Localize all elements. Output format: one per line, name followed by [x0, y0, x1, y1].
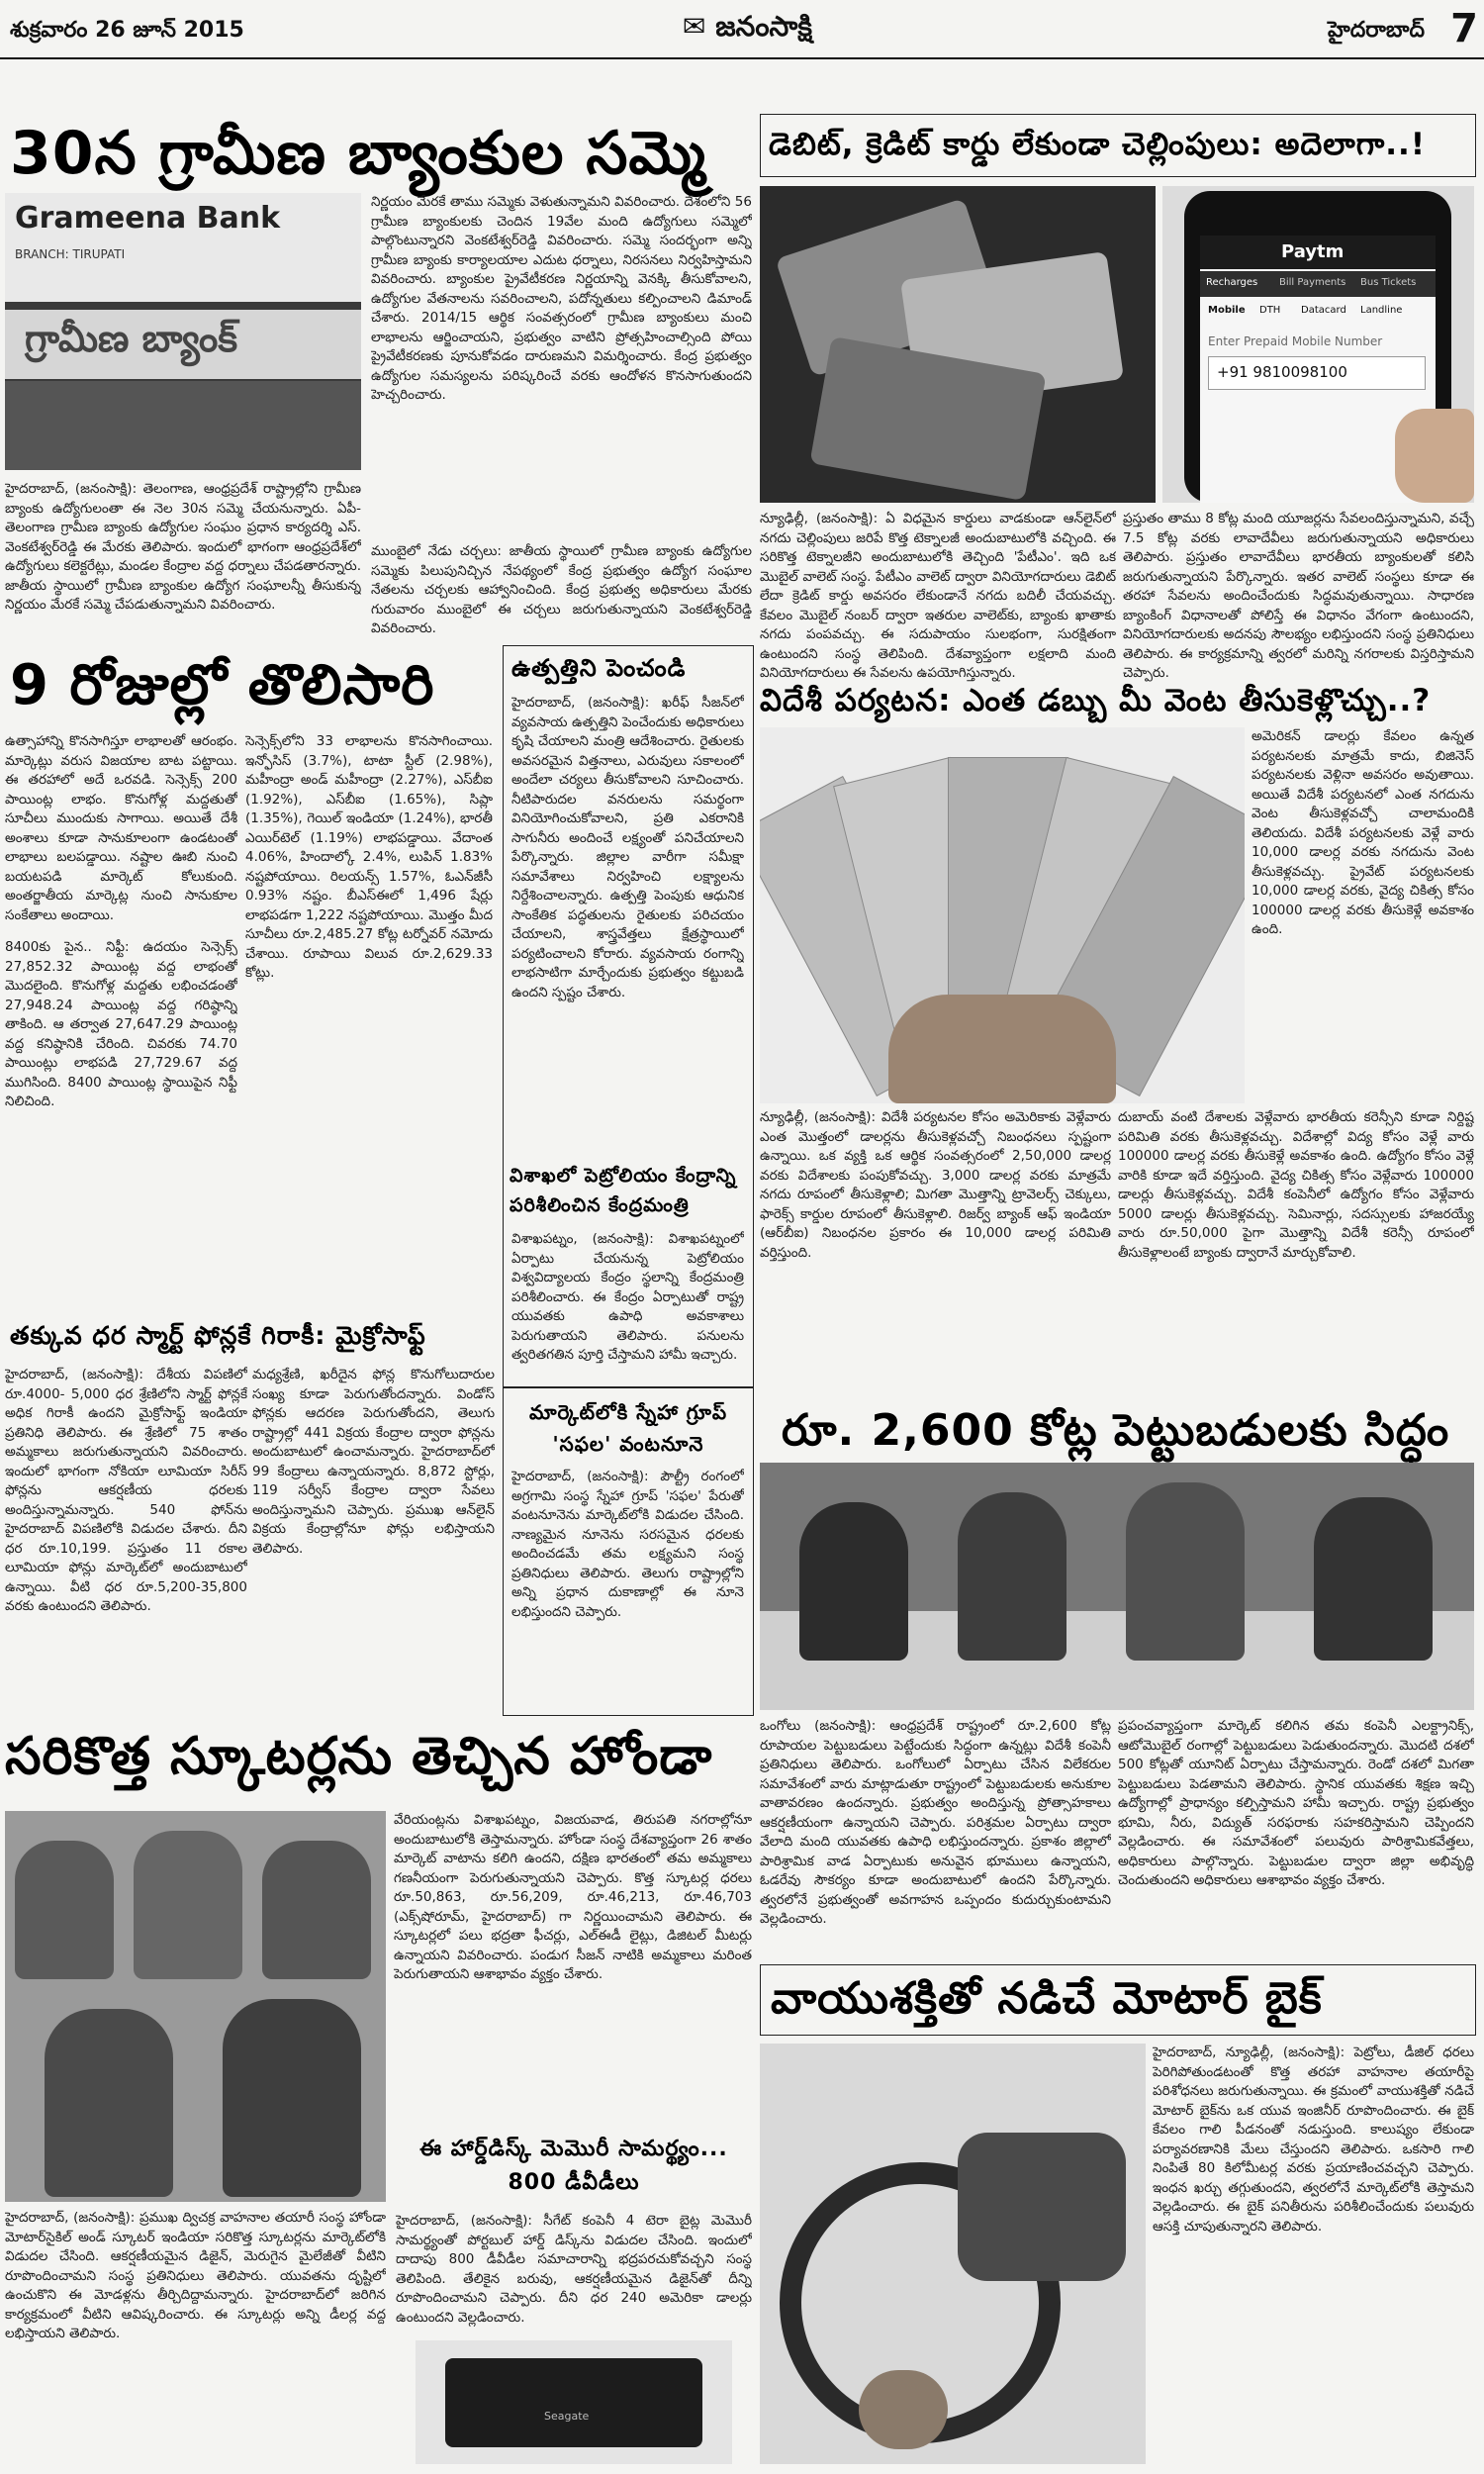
phone-prompt: Enter Prepaid Mobile Number [1208, 334, 1383, 348]
a11-paragraph-1: హైదరాబాద్, న్యూఢిల్లీ, (జనంసాక్షి): పెట్రోలు, డీజిల్ ధరలు పెరిగిపోతుండటంతో కొత్త తరహా వాహనాల తయారీపై పరిశోధనలు జరుగుతున్నాయి. ఈ క్రమంలో వాయుశక్తితో నడిచే మోటార్ బైక్‌ను ఒక యువ ఇంజినీర్ రూపొందించారు. ఈ బైక్ కేవలం గాలి పీడనంతో నడుస్తుంది. కాలుష్యం లేకుండా పర్యావరణానికి మేలు చేస్తుందని తెలిపారు. ఒకసారి గాలి నింపితే 80 కిలోమీటర్ల వరకు ప్రయాణించవచ్చని చెప్పారు. ఇంధన ఖర్చు తగ్గుతుందని, త్వరలోనే మార్కెట్‌లోకి తెస్తామని వెల్లడించారు. ఈ బైక్ పనితీరును పరిశీలించేందుకు పలువురు ఆసక్తి చూపుతున్నారని తెలిపారు. [1153, 2045, 1474, 2235]
a1-sign-branch: BRANCH: TIRUPATI [15, 247, 126, 261]
phone-option-1[interactable]: Mobile [1208, 305, 1246, 316]
a5-headline: మార్కెట్‌లోకి స్నేహా గ్రూప్ 'సఫల' వంటనూనె [528, 1400, 728, 1456]
a2-cards-photo [760, 186, 1156, 503]
a4-box [503, 645, 754, 1716]
a3-paragraph-1: ఉత్సాహాన్ని కొనసాగిస్తూ లాభాలతో ఆరంభం. మార్కెట్లు వరుస విజయాల బాట పట్టాయి. ఈ తరహాలో అదే ఒరవడి. సెన్సెక్స్ 200 పాయింట్ల లాభం. కొనుగోళ్ల మద్దతుతో సూచీలు ముందుకు సాగాయి. అయితే దేశీ అంశాలు కూడా సానుకూలంగా ఉండటంతో లాభాలు బలపడ్డాయి. నష్టాల ఊబి నుంచి బయటపడి మార్కెట్ కోలుకుంది. అంతర్జాతీయ మార్కెట్ల నుంచి సానుకూల సంకేతాలు అందాయి. [5, 733, 237, 923]
a1-sign-text: Grameena Bank [15, 201, 281, 236]
a1-paragraph-3: ముంబైలో నేడు చర్చలు: జాతీయ స్థాయిలో గ్రామీణ బ్యాంకు ఉద్యోగుల సమ్మెకు పిలుపునిచ్చిన నేపథ్యంలో కేంద్ర ప్రభుత్వం ఉద్యోగ సంఘాల నేతలను చర్చలకు ఆహ్వానించింది. కేంద్ర ప్రభుత్వ అధికారులు మేరకు గురువారం ముంబైలో ఈ చర్చలు జరుగుతున్నాయని వెంకటేశ్వర్‌రెడ్డి వివరించారు. [371, 543, 752, 636]
a8-paragraph-2: ప్రపంచవ్యాప్తంగా మార్కెట్ కలిగిన తమ కంపెనీ ఎలక్ట్రానిక్స్, ఆటోమొబైల్ రంగాల్లో పెట్టుబడులు పెడుతుందన్నారు. మొదటి దశలో 500 కోట్లతో యూనిట్ ఏర్పాటు చేస్తామన్నారు. రెండో దశలో మిగతా పెట్టుబడులు పెడతామని తెలిపారు. స్థానిక యువతకు శిక్షణ ఇచ్చి ఉద్యోగాల్లో ప్రాధాన్యం కల్పిస్తామని హామీ ఇచ్చారు. రాష్ట్ర ప్రభుత్వం భూమి, నీరు, విద్యుత్ సరఫరాకు సహకరిస్తామని చెప్పిందని వెల్లడించారు. ఈ సమావేశంలో పలువురు పారిశ్రామికవేత్తలు, అధికారులు పాల్గొన్నారు. పెట్టుబడుల ద్వారా జిల్లా అభివృద్ధి చెందుతుందని అధికారులు ఆశాభావం వ్యక్తం చేశారు. [1118, 1718, 1474, 1888]
phone-option-3[interactable]: Datacard [1301, 305, 1346, 316]
a7-paragraph-1: హైదరాబాద్, (జనంసాక్షి): దేశీయ విపణిలో రూ.4000- 5,000 ధర శ్రేణిలోని స్మార్ట్ ఫోన్లకే అధిక గిరాకీ ఉందని మైక్రోసాఫ్ట్ ఇండియా ప్రతినిధి తెలిపారు. ఈ శ్రేణిలో 75 శాతం అమ్మకాలు జరుగుతున్నాయని వివరించారు. ఇందులో భాగంగా నోకియా లూమియా సిరీస్ ఫోన్లను ఆకర్షణీయ ధరలకు అందిస్తున్నామన్నారు. 540 ఫోన్‌ను హైదరాబాద్ విపణిలోకి విడుదల చేశారు. దీని ధర రూ.10,199. ప్రస్తుతం 11 రకాల లూమియా ఫోన్లు మార్కెట్‌లో అందుబాటులో ఉన్నాయి. వీటి ధర రూ.5,200-35,800 వరకు ఉంటుందని తెలిపారు. [5, 1367, 247, 1614]
a9-headline: సరికొత్త స్కూటర్లను తెచ్చిన హోండా [5, 1727, 713, 1786]
a1-sign-telugu: గ్రామీణ బ్యాంక్ [25, 317, 238, 360]
harddisk-brand: Seagate [544, 2410, 590, 2423]
a9-scooters-photo [5, 1811, 386, 2202]
a8-headline: రూ. 2,600 కోట్ల పెట్టుబడులకు సిద్ధం [782, 1405, 1450, 1456]
a4-subheadline: విశాఖలో పెట్రోలియం కేంద్రాన్ని పరిశీలించిన కేంద్రమంత్రి [510, 1165, 737, 1216]
issue-date: శుక్రవారం 26 జూన్ 2015 [10, 18, 244, 43]
phone-option-4[interactable]: Landline [1360, 305, 1403, 316]
phone-brand: Paytm [1281, 241, 1345, 262]
a2-paragraph-1: న్యూఢిల్లీ, (జనంసాక్షి): ఏ విధమైన కార్డులు వాడకుండా ఆన్‌లైన్‌లో నగదు చెల్లింపులు జరిపే కొత్త టెక్నాలజీ అందుబాటులోకి వచ్చింది. ఈ సరికొత్త టెక్నాలజీని అందుబాటులోకి తెచ్చింది 'పేటీఎం'. ఇది ఒక మొబైల్ వాలెట్ సంస్థ. పేటీఎం వాలెట్ ద్వారా వినియోగదారులు డెబిట్ లేదా క్రెడిట్ కార్డు అవసరం లేకుండానే నగదు బదిలీ చేయవచ్చు. కేవలం మొబైల్ నంబర్ ద్వారా ఇతరుల వాలెట్‌కు, బ్యాంకు ఖాతాకు నగదు పంపవచ్చు. ఈ సదుపాయం సులభంగా, సురక్షితంగా ఉంటుందని సంస్థ తెలిపింది. దేశవ్యాప్తంగా లక్షలాది మంది వినియోగదారులు ఈ సేవలను ఉపయోగిస్తున్నారు. [760, 511, 1116, 681]
a8-press-photo [760, 1463, 1474, 1710]
a4-headline: ఉత్పత్తిని పెంచండి [511, 654, 687, 682]
a1-paragraph-1: హైదరాబాద్, (జనంసాక్షి): తెలంగాణ, ఆంధ్రప్రదేశ్ రాష్ట్రాల్లోని గ్రామీణ బ్యాంకు ఉద్యోగులంతా ఈ నెల 30న సమ్మె చేయనున్నారు. ఏపీ-తెలంగాణ గ్రామీణ బ్యాంకు ఉద్యోగుల సంఘం ప్రధాన కార్యదర్శి ఎస్. వెంకటేశ్వర్‌రెడ్డి ఈ మేరకు తెలిపారు. ఇందులో భాగంగా ఆంధ్రప్రదేశ్‌లో ఉద్యోగులు కలెక్టరేట్లు, మండల కేంద్రాల వద్ద ధర్నాలు చేపడతారన్నారు. జాతీయ స్థాయిలో గ్రామీణ బ్యాంకుల ఉద్యోగ సంఘాలన్నీ తీసుకున్న నిర్ణయం మేరకే సమ్మె చేపడుతున్నామని వివరించారు. [5, 481, 361, 613]
phone-tab-2[interactable]: Bill Payments [1279, 277, 1346, 288]
a11-bike-photo [760, 2044, 1146, 2464]
a10-headline: ఈ హార్డ్‌డిస్క్ మెమొరీ సామర్థ్యం... 800 డీవీడీలు [419, 2137, 728, 2195]
masthead-icon: ✉ [683, 10, 706, 43]
a7-headline: తక్కువ ధర స్మార్ట్ ఫోన్లకే గిరాకీ: మైక్రోసాఫ్ట్ [10, 1321, 426, 1350]
a6-paragraph-3: దుబాయ్ వంటి దేశాలకు వెళ్లేవారు భారతీయ కరెన్సీని కూడా నిర్దిష్ట పరిమితి వరకు తీసుకెళ్లవచ్చు. విదేశాల్లో విద్య కోసం వెళ్లే వారు 100000 డాలర్ల వరకు తీసుకెళ్లే అవకాశం ఉంది. ఉద్యోగం కోసం వెళ్లే వారికి కూడా ఇదే వర్తిస్తుంది. వైద్య చికిత్స కోసం వెళ్లేవారు 100000 డాలర్లు తీసుకెళ్లవచ్చు. విదేశీ కంపెనీలో ఉద్యోగం కోసం వెళ్లేవారు 5000 డాలర్లు తీసుకెళ్లవచ్చు. సెమినార్లు, సదస్సులకు హాజరయ్యే వారు రూ.50,000 పైగా మొత్తాన్ని విదేశీ కరెన్సీ రూపంలో తీసుకెళ్లాలంటే బ్యాంకు ద్వారానే మార్చుకోవాలి. [1118, 1109, 1474, 1261]
phone-tab-1[interactable]: Recharges [1206, 277, 1258, 288]
a5-paragraph-1: హైదరాబాద్, (జనంసాక్షి): పౌల్ట్రీ రంగంలో అగ్రగామి సంస్థ స్నేహా గ్రూప్ 'సఫల' పేరుతో వంటనూనెను మార్కెట్‌లోకి విడుదల చేసింది. నాణ్యమైన నూనెను సరసమైన ధరలకు అందించడమే తమ లక్ష్యమని సంస్థ ప్రతినిధులు తెలిపారు. తెలుగు రాష్ట్రాల్లోని అన్ని ప్రధాన దుకాణాల్లో ఈ నూనె లభిస్తుందని చెప్పారు. [511, 1469, 744, 1620]
masthead: ✉ జనంసాక్షి [683, 10, 813, 43]
a3-headline: 9 రోజుల్లో తొలిసారి [10, 653, 435, 717]
a9-paragraph-1: హైదరాబాద్, (జనంసాక్షి): ప్రముఖ ద్విచక్ర వాహనాల తయారీ సంస్థ హోండా మోటార్‌సైకిల్ అండ్ స్కూటర్ ఇండియా సరికొత్త స్కూటర్లను మార్కెట్‌లోకి విడుదల చేసింది. ఆకర్షణీయమైన డిజైన్, మెరుగైన మైలేజీతో వీటిని రూపొందించామని సంస్థ ప్రతినిధులు తెలిపారు. యువతను దృష్టిలో ఉంచుకొని ఈ మోడళ్లను తీర్చిదిద్దామన్నారు. హైదరాబాద్‌లో జరిగిన కార్యక్రమంలో వీటిని ఆవిష్కరించారు. ఈ స్కూటర్లు అన్ని డీలర్ల వద్ద లభిస్తాయని తెలిపారు. [5, 2210, 386, 2341]
a10-harddisk-photo [416, 2340, 732, 2464]
edition-city: హైదరాబాద్ [1328, 18, 1425, 43]
a6-headline: విదేశీ పర్యటన: ఎంత డబ్బు మీ వెంట తీసుకెళ్లొచ్చు..? [760, 683, 1432, 718]
page-number: 7 [1450, 6, 1478, 51]
a1-headline: 30న గ్రామీణ బ్యాంకుల సమ్మె [10, 119, 706, 188]
a2-title-box [760, 114, 1476, 177]
phone-option-2[interactable]: DTH [1259, 305, 1281, 316]
a6-paragraph-1: అమెరికన్ డాలర్లు కేవలం ఉన్నత పర్యటనలకు మాత్రమే కాదు, బిజినెస్ పర్యటనలకు వెళ్లినా అవసరం అవుతాయి. అయితే విదేశీ పర్యటనలో ఎంత నగదును వెంట తీసుకెళ్లవచ్చో చాలామందికి తెలియదు. విదేశీ పర్యటనలకు వెళ్లే వారు 10,000 డాలర్ల వరకు నగదును వెంట తీసుకెళ్లవచ్చు. ప్రైవేట్ పర్యటనలకు 10,000 డాలర్ల వరకు, వైద్య చికిత్స కోసం 100000 డాలర్ల వరకు తీసుకెళ్లే అవకాశం ఉంది. [1252, 728, 1474, 937]
a8-paragraph-1: ఒంగోలు (జనంసాక్షి): ఆంధ్రప్రదేశ్ రాష్ట్రంలో రూ.2,600 కోట్ల రూపాయల పెట్టుబడులు పెట్టేందుకు సిద్ధంగా ఉన్నట్లు విదేశీ కంపెనీ ప్రతినిధులు తెలిపారు. ఒంగోలులో ఏర్పాటు చేసిన విలేకరుల సమావేశంలో వారు మాట్లాడుతూ రాష్ట్రంలో పెట్టుబడులకు అనుకూల వాతావరణం ఉందన్నారు. ప్రభుత్వం అందిస్తున్న ప్రోత్సాహకాలు ఆకర్షణీయంగా ఉన్నాయని చెప్పారు. పరిశ్రమల ఏర్పాటు ద్వారా వేలాది మంది యువతకు ఉపాధి లభిస్తుందన్నారు. ప్రకాశం జిల్లాలో పారిశ్రామిక వాడ ఏర్పాటుకు అనువైన భూములు ఉన్నాయని, ఓడరేవు సౌకర్యం కూడా అందుబాటులో ఉందని పేర్కొన్నారు. త్వరలోనే ప్రభుత్వంతో అవగాహన ఒప్పందం కుదుర్చుకుంటామని వెల్లడించారు. [760, 1718, 1111, 1927]
a3-paragraph-2: 8400కు పైన.. నిఫ్టీ: ఉదయం సెన్సెక్స్ 27,852.32 పాయింట్ల వద్ద లాభంతో మొదలైంది. కొనుగోళ్ల మద్దతు లభించడంతో 27,948.24 పాయింట్ల వద్ద గరిష్ఠాన్ని తాకింది. ఆ తర్వాత 27,647.29 పాయింట్ల వద్ద కనిష్ఠానికి చేరింది. చివరకు 74.70 పాయింట్లు లాభపడి 27,729.67 వద్ద ముగిసింది. 8400 పాయింట్ల స్థాయిపైన నిఫ్టీ నిలిచింది. [5, 939, 237, 1109]
a2-phone-photo [1162, 186, 1474, 503]
a9-paragraph-2: వేరియంట్లను విశాఖపట్నం, విజయవాడ, తిరుపతి నగరాల్లోనూ అందుబాటులోకి తెస్తామన్నారు. హోండా సంస్థ దేశవ్యాప్తంగా 26 శాతం మార్కెట్ వాటాను కలిగి ఉందని, దక్షిణ భారతంలో తమ అమ్మకాలు గణనీయంగా పెరుగుతున్నాయని చెప్పారు. కొత్త స్కూటర్ల ధరలు రూ.50,863, రూ.56,209, రూ.46,213, రూ.46,703 (ఎక్స్‌షోరూమ్, హైదరాబాద్) గా నిర్ణయించామని తెలిపారు. ఈ స్కూటర్లలో పలు భద్రతా ఫీచర్లు, ఎల్ఈడీ లైట్లు, డిజిటల్ మీటర్లు ఉన్నాయని వివరించారు. పండుగ సీజన్ నాటికి అమ్మకాలు మరింత పెరుగుతాయని ఆశాభావం వ్యక్తం చేశారు. [394, 1812, 752, 1982]
a1-paragraph-2: నిర్ణయం మేరకే తాము సమ్మెకు వెళుతున్నామని వివరించారు. దేశంలోని 56 గ్రామీణ బ్యాంకులకు చెందిన 19వేల మంది ఉద్యోగులు సమ్మెలో పాల్గొంటున్నారని వెంకటేశ్వర్‌రెడ్డి వివరించారు. సమ్మె సందర్భంగా అన్ని గ్రామీణ బ్యాంకు కార్యాలయాల ఎదుట ధర్నాలు, నిరసనలు నిర్వహిస్తామని వివరించారు. బ్యాంకుల ప్రైవేటీకరణ నిర్ణయాన్ని వెనక్కి తీసుకోవాలని, ఉద్యోగుల వేతనాలను సవరించాలని, పదోన్నతులు కల్పించాలని డిమాండ్ చేశారు. 2014/15 ఆర్థిక సంవత్సరంలో గ్రామీణ బ్యాంకులు మంచి లాభాలను ఆర్జించాయని, ప్రభుత్వం వాటిని ప్రోత్సహించాల్సింది పోయి ప్రైవేటీకరణకు పూనుకోవడం దారుణమని విమర్శించారు. కేంద్ర ప్రభుత్వం ఉద్యోగుల సమస్యలను పరిష్కరించే వరకు ఆందోళన కొనసాగుతుందని హెచ్చరించారు. [371, 194, 752, 403]
a11-title-box [760, 1964, 1476, 2036]
a6-paragraph-2: న్యూఢిల్లీ, (జనంసాక్షి): విదేశీ పర్యటనల కోసం అమెరికాకు వెళ్లేవారు ఎంత మొత్తంలో డాలర్లను తీసుకెళ్లవచ్చో నిబంధనలు స్పష్టంగా ఉన్నాయి. ఒక వ్యక్తి ఒక ఆర్థిక సంవత్సరంలో 2,50,000 డాలర్ల వరకు విదేశాలకు పంపుకోవచ్చు. 3,000 డాలర్ల వరకు మాత్రమే నగదు రూపంలో తీసుకెళ్లాలి; మిగతా మొత్తాన్ని ట్రావెలర్స్ చెక్కులు, ఫారెక్స్ కార్డుల రూపంలో తీసుకెళ్లాలి. రిజర్వ్ బ్యాంక్ ఆఫ్ ఇండియా (ఆర్‌బీఐ) నిబంధనల ప్రకారం ఈ 10,000 డాలర్ల పరిమితి వర్తిస్తుంది. [760, 1109, 1111, 1261]
a6-money-photo [760, 727, 1245, 1103]
phone-tab-3[interactable]: Bus Tickets [1360, 277, 1417, 288]
a4-paragraph-1: హైదరాబాద్, (జనంసాక్షి): ఖరీఫ్ సీజన్‌లో వ్యవసాయ ఉత్పత్తిని పెంచేందుకు అధికారులు కృషి చేయాలని మంత్రి ఆదేశించారు. రైతులకు అవసరమైన విత్తనాలు, ఎరువులు సకాలంలో అందేలా చర్యలు తీసుకోవాలని సూచించారు. నీటిపారుదల వనరులను సమర్థంగా వినియోగించుకోవాలని, ప్రతి ఎకరానికి సాగునీరు అందించే లక్ష్యంతో పనిచేయాలని పేర్కొన్నారు. జిల్లాల వారీగా సమీక్షా సమావేశాలు నిర్వహించి లక్ష్యాలను నిర్దేశించాలన్నారు. ఉత్పత్తి పెంపుకు ఆధునిక సాంకేతిక పద్ధతులను రైతులకు పరిచయం చేయాలని, శాస్త్రవేత్తలు క్షేత్రస్థాయిలో పర్యటించాలని కోరారు. వ్యవసాయ రంగాన్ని లాభసాటిగా మార్చేందుకు ప్రభుత్వం కట్టుబడి ఉందని స్పష్టం చేశారు. [511, 695, 744, 1000]
a7-paragraph-2: మధ్యశ్రేణి, ఖరీదైన ఫోన్ల కొనుగోలుదారుల సంఖ్య కూడా పెరుగుతోందన్నారు. విండోస్ ఫోన్లకు ఆదరణ పెరుగుతోందని, తెలుగు రాష్ట్రాల్లో 441 విక్రయ కేంద్రాల ద్వారా ఫోన్లను అందుబాటులో ఉంచామన్నారు. హైదరాబాద్‌లో 99 కేంద్రాలు ఉన్నాయన్నారు. 8,872 స్టోర్లు, 119 సర్వీస్ కేంద్రాల ద్వారా సేవలు అందిస్తున్నామని చెప్పారు. ప్రముఖ ఆన్‌లైన్ విక్రయ కేంద్రాల్లోనూ ఫోన్లు లభిస్తాయని తెలిపారు. [252, 1367, 495, 1557]
a1-bank-photo [5, 193, 361, 470]
a4-paragraph-2: విశాఖపట్నం, (జనంసాక్షి): విశాఖపట్నంలో ఏర్పాటు చేయనున్న పెట్రోలియం విశ్వవిద్యాలయ కేంద్రం స్థలాన్ని కేంద్రమంత్రి పరిశీలించారు. ఈ కేంద్రం ఏర్పాటుతో రాష్ట్ర యువతకు ఉపాధి అవకాశాలు పెరుగుతాయని తెలిపారు. పనులను త్వరితగతిన పూర్తి చేస్తామని హామీ ఇచ్చారు. [511, 1231, 744, 1363]
a11-headline: వాయుశక్తితో నడిచే మోటార్ బైక్ [771, 1973, 1323, 2024]
a2-paragraph-2: ప్రస్తుతం తాము 8 కోట్ల మంది యూజర్లను సేవలందిస్తున్నామని, వచ్చే 7.5 కోట్ల వరకు లావాదేవీలు జరుగుతున్నాయని అధికారులు తెలిపారు. ప్రస్తుతం లావాదేవీలు భారతీయ బ్యాంకులతో కలిసి జరుగుతున్నాయని పేర్కొన్నారు. ఇతర వాలెట్ సంస్థలు కూడా ఈ తరహా సేవలను అందించేందుకు సిద్ధమవుతున్నాయి. సాధారణ బ్యాంకింగ్ విధానాలతో పోలిస్తే ఈ విధానం వేగంగా ఉంటుందని, వినియోగదారులకు అదనపు సౌలభ్యం లభిస్తుందని సంస్థ ప్రతినిధులు తెలిపారు. ఈ కార్యక్రమాన్ని త్వరలో మరిన్ని నగరాలకు విస్తరిస్తామని చెప్పారు. [1123, 511, 1474, 681]
phone-number-field[interactable] [1208, 356, 1426, 390]
a10-paragraph-1: హైదరాబాద్, (జనంసాక్షి): సీగేట్ కంపెనీ 4 టెరా బైట్ల మెమొరీ సామర్థ్యంతో పోర్టబుల్ హార్డ్ డిస్క్‌ను విడుదల చేసింది. ఇందులో దాదాపు 800 డీవీడీల సమాచారాన్ని భద్రపరచుకోవచ్చని సంస్థ తెలిపింది. తేలికైన బరువు, ఆకర్షణీయమైన డిజైన్‌తో దీన్ని రూపొందించామని చెప్పారు. దీని ధర 240 అమెరికా డాలర్లు ఉంటుందని వెల్లడించారు. [396, 2213, 752, 2326]
a3-paragraph-3: సెన్సెక్స్‌లోని 33 లాభాలను కొనసాగించాయి. ఇన్ఫోసిస్ (3.7%), టాటా స్టీల్ (2.98%), మహీంద్రా అండ్ మహీంద్రా (2.27%), ఎస్‌బీఐ (1.92%), ఎస్‌బీఐ (1.65%), సిప్లా (1.35%), గెయిల్ ఇండియా (1.24%), భారతీ ఎయిర్‌టెల్ (1.19%) లాభపడ్డాయి. వేదాంత 4.06%, హిందాల్కో 2.4%, లుపిన్ 1.83% నష్టపోయాయి. రిలయన్స్ 1.57%, ఓఎన్‌జీసీ 0.93% నష్టం. బీఎస్ఈలో 1,496 షేర్లు లాభపడగా 1,222 నష్టపోయాయి. మొత్తం మీద సూచీలు రూ.2,485.27 కోట్ల టర్నోవర్ నమోదు చేశాయి. రూపాయి విలువ రూ.2,629.33 కోట్లు. [245, 733, 493, 981]
a2-headline: డెబిట్, క్రెడిట్ కార్డు లేకుండా చెల్లింపులు: అదెలాగా..! [769, 127, 1426, 162]
phone-number: +91 9810098100 [1217, 363, 1347, 381]
page-header [0, 0, 1484, 59]
